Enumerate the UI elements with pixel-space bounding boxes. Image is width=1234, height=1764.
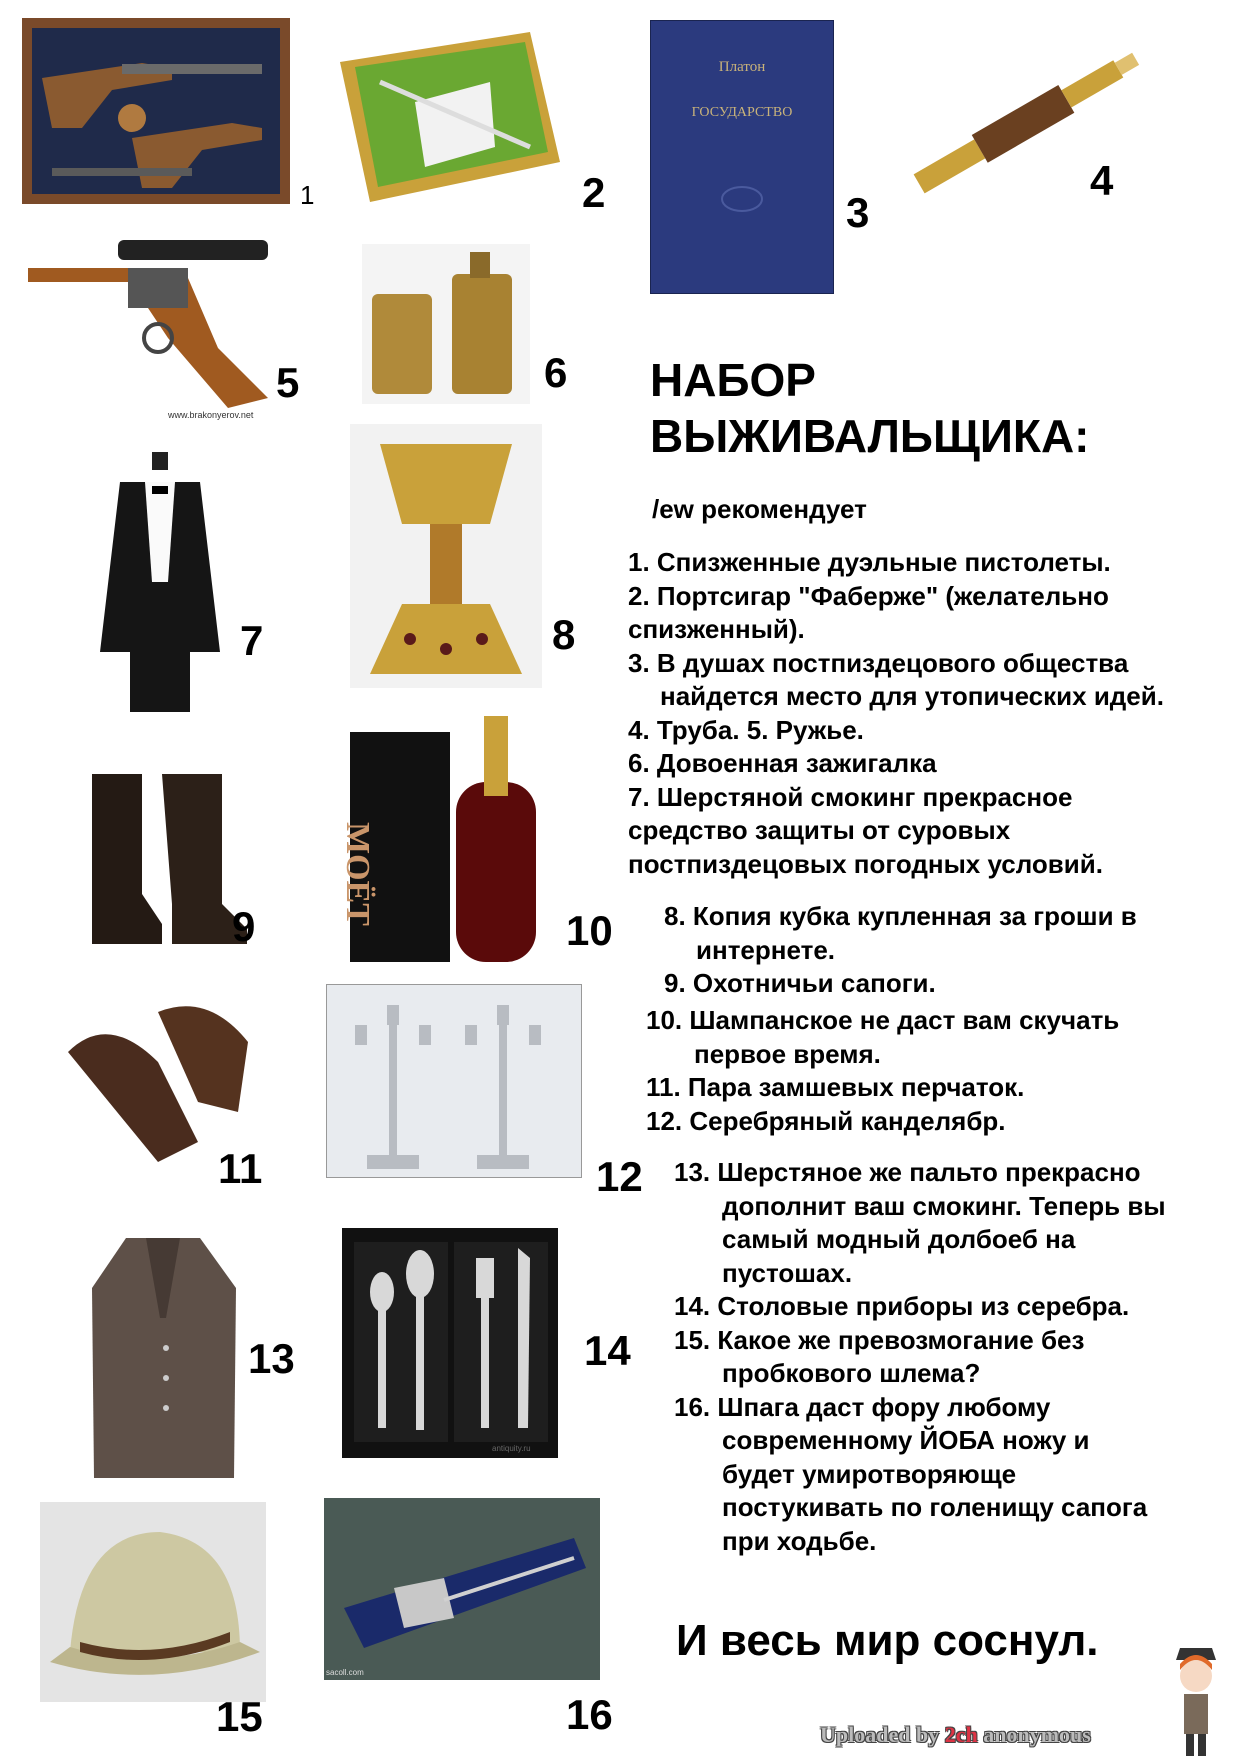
item-number-10: 10 (566, 907, 613, 954)
item-2-faberge-case-photo (320, 22, 568, 222)
item-number-11: 11 (218, 1145, 263, 1192)
list-item-6: 6. Довоенная зажигалка (628, 748, 937, 778)
list-item-13: 13. Шерстяное же пальто прекрасно дополнит ваш смокинг. Теперь вы самый модный долбоеб на пустошах. (674, 1157, 1166, 1288)
item-number-9: 9 (232, 903, 256, 950)
cutlery-watermark: antiquity.ru (492, 1444, 531, 1453)
credit-prefix: Uploaded by (820, 1722, 945, 1747)
list-item-14: 14. Столовые приборы из серебра. (674, 1291, 1130, 1321)
item-7-tuxedo-photo (90, 452, 230, 720)
rifle-watermark: www.brakonyerov.net (168, 410, 254, 420)
item-10-champagne-photo (339, 712, 546, 968)
item-3-plato-book-photo (650, 20, 834, 294)
book-title: ГОСУДАРСТВО (691, 105, 793, 120)
item-9-boots-photo (82, 764, 250, 948)
item-list-b (664, 900, 1234, 1001)
list-item-2: 2. Портсигар "Фаберже" (желательно спизженный). (628, 580, 1109, 644)
list-item-1: 1. Спизженные дуэльные пистолеты. (628, 547, 1111, 577)
item-number-4: 4 (1090, 157, 1114, 204)
list-item-12: 12. Серебряный канделябр. (646, 1105, 1006, 1136)
item-number-8: 8 (552, 611, 576, 658)
item-number-15: 15 (216, 1693, 263, 1740)
item-6-lighter-photo (362, 244, 530, 404)
item-13-coat-photo (86, 1228, 240, 1482)
item-15-pith-helmet-photo (40, 1502, 266, 1702)
list-item-15: 15. Какое же превозмогание без пробкового шлема? (674, 1324, 1085, 1388)
list-item-7: 7. Шерстяной смокинг прекрасное средство защиты от суровых постпиздецовых погодных условий. (628, 781, 1103, 879)
list-item-4-5: 4. Труба. 5. Ружье. (628, 714, 864, 745)
item-4-telescope-photo (892, 36, 1160, 206)
item-list-c (646, 1004, 1206, 1138)
item-number-14: 14 (584, 1327, 631, 1374)
credit-board: 2ch (944, 1722, 978, 1747)
item-14-cutlery-photo (342, 1228, 558, 1458)
mascot-figure (1168, 1640, 1224, 1760)
title-line-2: ВЫЖИВАЛЬЩИКА: (650, 410, 1090, 462)
list-item-10: 10. Шампанское не даст вам скучать первое время. (646, 1005, 1120, 1069)
item-8-goblet-photo (350, 424, 542, 688)
item-16-sword-photo (324, 1498, 600, 1680)
uploader-credit (820, 1722, 1091, 1748)
sword-watermark: sacoll.com (326, 1668, 364, 1677)
book-author: Платон (718, 59, 766, 75)
list-item-9: 9. Охотничьи сапоги. (664, 968, 936, 998)
page-title (650, 352, 1090, 464)
closing-line: И весь мир соснул. (676, 1616, 1099, 1665)
item-number-6: 6 (544, 349, 568, 396)
item-number-5: 5 (276, 359, 300, 406)
item-number-7: 7 (240, 617, 264, 664)
item-number-3: 3 (846, 189, 870, 236)
item-list-a (628, 546, 1228, 881)
item-1-dueling-pistols-photo (22, 18, 290, 204)
item-number-13: 13 (248, 1335, 295, 1382)
item-number-1: 1 (300, 180, 315, 210)
list-item-11: 11. Пара замшевых перчаток. (646, 1072, 1025, 1102)
item-12-candelabra-photo (326, 984, 582, 1178)
item-list-d (674, 1156, 1204, 1558)
item-number-12: 12 (596, 1153, 643, 1200)
list-item-3: 3. В душах постпиздецового общества найдется место для утопических идей. (628, 647, 1164, 711)
title-line-1: НАБОР (650, 354, 816, 406)
item-5-rifle-photo (28, 228, 276, 424)
list-item-16: 16. Шпага даст фору любому современному ЙОБА ножу и будет умиротворяюще постукивать по голенищу сапога при ходьбе. (674, 1391, 1148, 1556)
page-subtitle: /ew рекомендует (652, 494, 867, 524)
list-item-8: 8. Копия кубка купленная за гроши в интернете. (664, 901, 1137, 965)
item-number-2: 2 (582, 169, 606, 216)
moet-brand-label: MOËT (339, 822, 376, 926)
item-number-16: 16 (566, 1691, 613, 1738)
credit-suffix: anonymous (977, 1722, 1091, 1747)
